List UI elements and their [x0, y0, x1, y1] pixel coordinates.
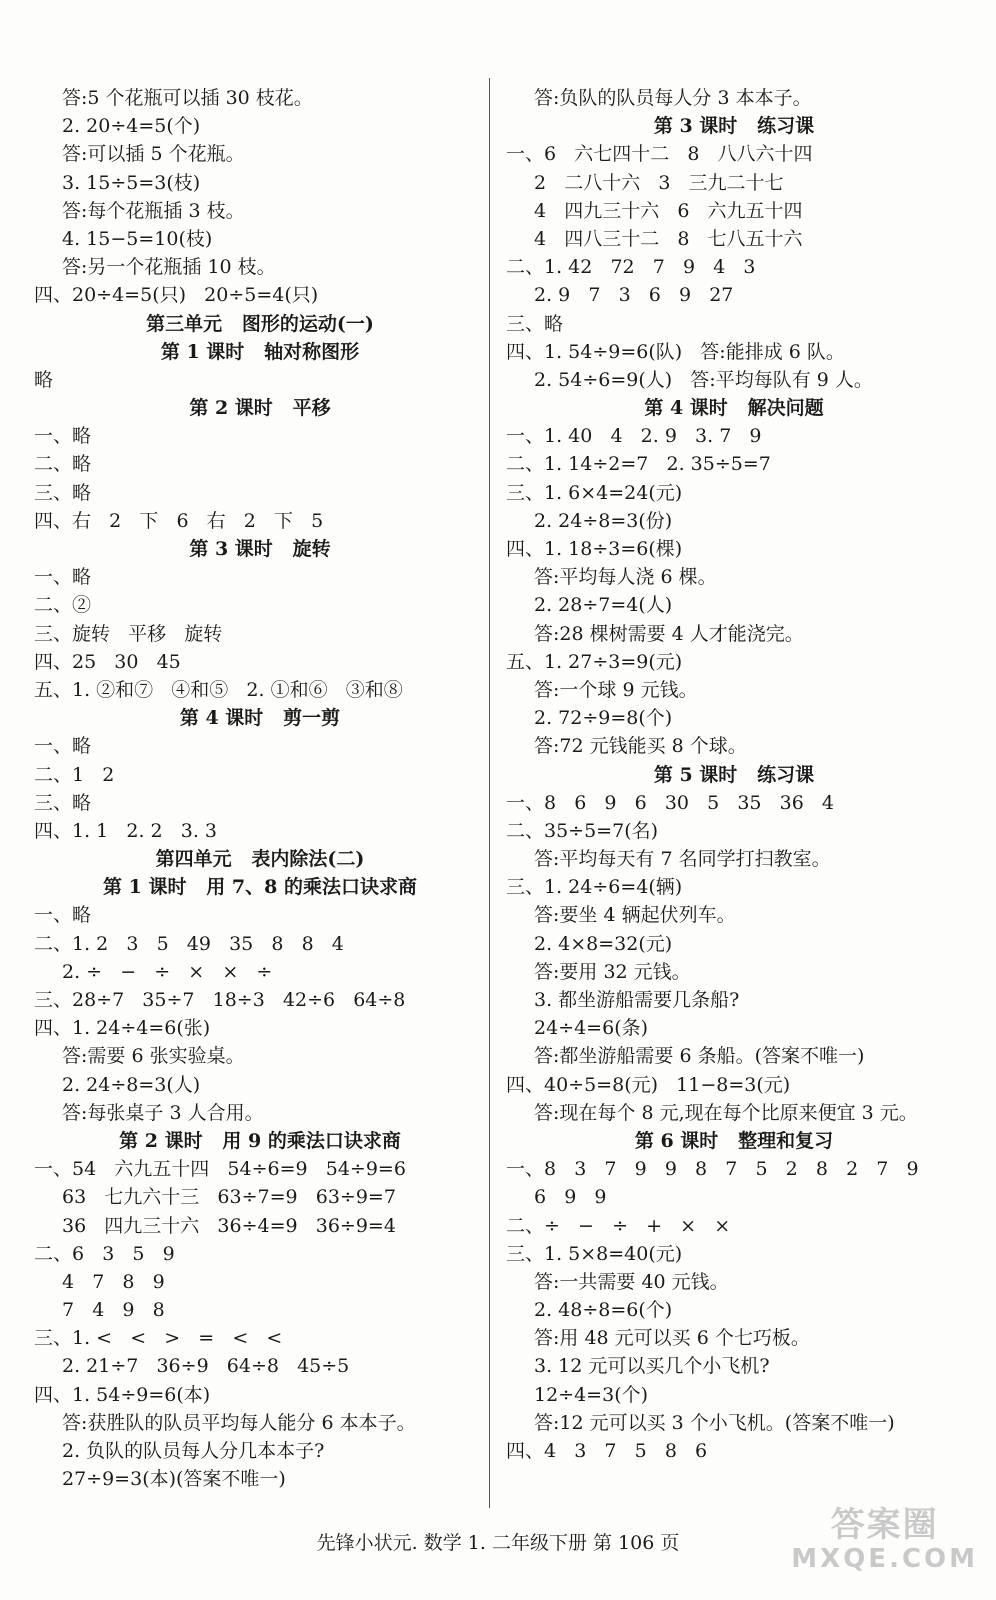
answer-line: 五、1. ②和⑦ ④和⑤ 2. ①和⑥ ③和⑧: [34, 678, 403, 701]
answer-line: 四、1. 18÷3=6(棵): [506, 538, 683, 560]
answer-line: 一、6 六七四十二 8 八八六十四: [506, 143, 813, 166]
answer-line: 一、8 6 9 6 30 5 35 36 4: [506, 791, 835, 814]
answer-line: 2. 负队的队员每人分几本本子?: [62, 1440, 325, 1462]
answer-line: 63 七九六十三 63÷7=9 63÷9=7: [62, 1186, 396, 1209]
answer-line: 二、略: [34, 453, 92, 476]
answer-line: 2. 21÷7 36÷9 64÷8 45÷5: [62, 1355, 350, 1378]
page-footer: 先锋小状元. 数学 1. 二年级下册 第 106 页: [316, 1532, 680, 1554]
answer-line: 答:另一个花瓶插 10 枝。: [62, 256, 276, 279]
answer-line: 一、略: [34, 904, 92, 927]
watermark-main: 答案圈: [830, 1505, 939, 1545]
answer-line: 四、1. 1 2. 2 3. 3: [34, 819, 218, 842]
answer-line: 答:72 元钱能买 8 个球。: [534, 735, 747, 758]
answer-line: 4 四九三十六 6 六九五十四: [534, 199, 803, 222]
answer-line: 答:获胜队的队员平均每人能分 6 本本子。: [62, 1411, 416, 1434]
answer-line: 答:一共需要 40 元钱。: [534, 1270, 729, 1293]
answer-line: 4 7 8 9: [62, 1270, 165, 1293]
section-heading: 第 1 课时 用 7、8 的乘法口诀求商: [103, 876, 417, 899]
answer-line: 答:都坐游船需要 6 条船。(答案不唯一): [534, 1045, 865, 1068]
answer-line: 2 二八十六 3 三九二十七: [534, 171, 784, 194]
answer-line: 三、1. 24÷6=4(辆): [506, 876, 683, 899]
answer-line: 4. 15−5=10(枝): [62, 227, 213, 250]
answer-line: 答:平均每人浇 6 棵。: [534, 566, 717, 589]
answer-line: 3. 15÷5=3(枝): [62, 171, 201, 194]
answer-line: 三、旋转 平移 旋转: [34, 622, 223, 645]
answer-line: 答:12 元可以买 3 个小飞机。(答案不唯一): [534, 1411, 895, 1434]
answer-line: 四、40÷5=8(元) 11−8=3(元): [506, 1073, 791, 1096]
answer-line: 2. 20÷4=5(个): [62, 115, 201, 138]
answer-line: 一、略: [34, 425, 92, 448]
section-heading: 第 3 课时 旋转: [189, 538, 331, 560]
answer-line: 答:一个球 9 元钱。: [534, 678, 698, 701]
section-heading: 第 3 课时 练习课: [653, 115, 815, 138]
left-column: [34, 84, 486, 1493]
answer-line: 2. 48÷8=6(个): [534, 1299, 673, 1322]
section-heading: 第 1 课时 轴对称图形: [160, 340, 360, 363]
right-column: [506, 84, 962, 1465]
answer-line: 三、1. 5×8=40(元): [506, 1242, 683, 1265]
answer-line: 四、20÷4=5(只) 20÷5=4(只): [34, 284, 319, 307]
answer-line: 三、1. < < > = < <: [34, 1327, 283, 1350]
answer-line: 3. 12 元可以买几个小飞机?: [534, 1355, 770, 1378]
answer-line: 答:现在每个 8 元,现在每个比原来便宜 3 元。: [534, 1101, 918, 1124]
answer-line: 二、÷ − ÷ + × ×: [506, 1214, 731, 1237]
watermark-sub: MXQE.COM: [791, 1544, 978, 1574]
section-heading: 第 2 课时 用 9 的乘法口诀求商: [119, 1129, 401, 1152]
answer-line: 答:每个花瓶插 3 枝。: [62, 199, 245, 222]
watermark-logo: [791, 1505, 978, 1576]
answer-line: 答:需要 6 张实验桌。: [62, 1045, 245, 1068]
answer-line: 27÷9=3(本)(答案不唯一): [62, 1468, 286, 1491]
section-heading: 第 4 课时 解决问题: [644, 397, 824, 420]
answer-line: 答:28 棵树需要 4 人才能浇完。: [534, 622, 804, 645]
answer-line: 二、6 3 5 9: [34, 1242, 175, 1265]
answer-line: 24÷4=6(条): [534, 1017, 649, 1040]
answer-line: 2. 28÷7=4(人): [534, 594, 673, 617]
answer-line: 三、略: [34, 791, 92, 814]
section-heading: 第三单元 图形的运动(一): [146, 312, 374, 335]
answer-line: 二、1. 14÷2=7 2. 35÷5=7: [506, 453, 771, 476]
answer-line: 答:用 48 元可以买 6 个七巧板。: [534, 1327, 810, 1350]
section-heading: 第四单元 表内除法(二): [155, 848, 365, 871]
answer-line: 一、略: [34, 566, 92, 589]
answer-line: 四、1. 54÷9=6(队) 答:能排成 6 队。: [506, 340, 845, 363]
answer-line: 略: [34, 368, 54, 391]
answer-line: 答:5 个花瓶可以插 30 枝花。: [62, 87, 313, 109]
section-heading: 第 6 课时 整理和复习: [634, 1129, 834, 1152]
section-heading: 第 4 课时 剪一剪: [179, 707, 341, 730]
answer-line: 一、54 六九五十四 54÷6=9 54÷9=6: [34, 1158, 406, 1181]
answer-line: 2. 24÷8=3(人): [62, 1073, 201, 1096]
section-heading: 第 5 课时 练习课: [653, 763, 815, 786]
answer-line: 二、②: [34, 594, 92, 617]
answer-line: 7 4 9 8: [62, 1299, 165, 1322]
answer-line: 一、略: [34, 735, 92, 758]
answer-line: 四、4 3 7 5 8 6: [506, 1440, 708, 1462]
answer-line: 答:可以插 5 个花瓶。: [62, 143, 245, 166]
section-heading: 第 2 课时 平移: [189, 397, 331, 420]
answer-line: 2. 9 7 3 6 9 27: [534, 284, 734, 307]
answer-line: 答:每张桌子 3 人合用。: [62, 1101, 264, 1124]
answer-line: 3. 都坐游船需要几条船?: [534, 989, 740, 1011]
answer-line: 二、1 2: [34, 763, 115, 786]
column-divider: [489, 78, 490, 1508]
answer-line: 四、1. 54÷9=6(本): [34, 1383, 211, 1406]
answer-line: 36 四九三十六 36÷4=9 36÷9=4: [62, 1214, 396, 1237]
answer-line: 答:要坐 4 辆起伏列车。: [534, 904, 736, 927]
answer-line: 4 四八三十二 8 七八五十六: [534, 227, 803, 250]
answer-line: 答:要用 32 元钱。: [534, 960, 691, 983]
answer-line: 三、略: [506, 312, 564, 335]
answer-line: 四、1. 24÷4=6(张): [34, 1017, 211, 1040]
answer-line: 2. 24÷8=3(份): [534, 509, 673, 532]
answer-line: 二、1. 2 3 5 49 35 8 8 4: [34, 932, 344, 955]
answer-line: 2. 54÷6=9(人) 答:平均每队有 9 人。: [534, 368, 873, 391]
answer-line: 一、8 3 7 9 9 8 7 5 2 8 2 7 9: [506, 1158, 919, 1181]
answer-line: 答:负队的队员每人分 3 本本子。: [534, 87, 812, 109]
answer-line: 四、25 30 45: [34, 650, 181, 673]
answer-line: 6 9 9: [534, 1186, 607, 1209]
answer-line: 三、1. 6×4=24(元): [506, 481, 683, 504]
answer-line: 二、1. 42 72 7 9 4 3: [506, 256, 756, 279]
answer-line: 二、35÷5=7(名): [506, 819, 659, 842]
answer-line: 2. 72÷9=8(个): [534, 707, 673, 730]
answer-line: 五、1. 27÷3=9(元): [506, 650, 683, 673]
answer-line: 答:平均每天有 7 名同学打扫教室。: [534, 848, 831, 871]
answer-line: 三、28÷7 35÷7 18÷3 42÷6 64÷8: [34, 989, 406, 1011]
answer-line: 2. ÷ − ÷ × × ÷: [62, 960, 273, 983]
answer-line: 一、1. 40 4 2. 9 3. 7 9: [506, 425, 762, 448]
answer-line: 三、略: [34, 481, 92, 504]
answer-line: 2. 4×8=32(元): [534, 932, 673, 955]
answer-line: 12÷4=3(个): [534, 1383, 649, 1406]
answer-line: 四、右 2 下 6 右 2 下 5: [34, 509, 324, 532]
